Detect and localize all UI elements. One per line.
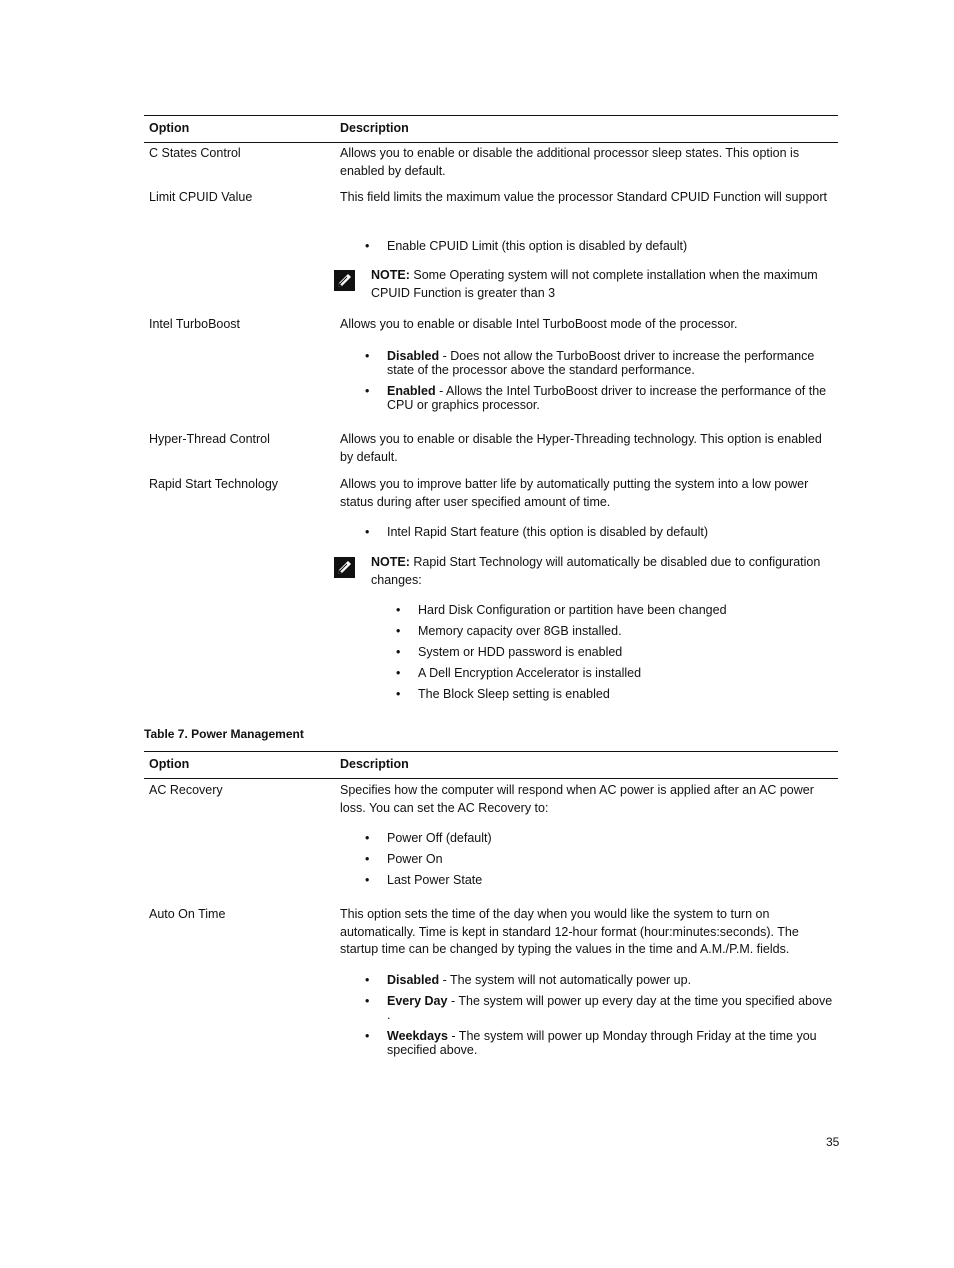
list-item: • Disabled - The system will not automatically power up. (365, 973, 692, 987)
bullet-icon: • (365, 852, 370, 866)
bullet-icon: • (396, 687, 401, 701)
list-item: • Power Off (default) (365, 831, 492, 845)
list-item: • System or HDD password is enabled (396, 645, 623, 659)
option-limit-cpuid: Limit CPUID Value (149, 190, 253, 204)
header-description: Description (340, 757, 409, 771)
desc-hyper-thread-control: Allows you to enable or disable the Hyper-Threading technology. This option is enabled by default. (340, 432, 822, 464)
list-item: • Weekdays - The system will power up Monday through Friday at the time you specified above. (365, 1029, 817, 1057)
note-label: NOTE: (371, 555, 410, 569)
bullet-icon: • (365, 525, 370, 539)
bullet-icon: • (396, 603, 401, 617)
bullet-icon: • (396, 666, 401, 680)
note-text: NOTE: Rapid Start Technology will automatically be disabled due to configuration changes: (371, 555, 821, 587)
bullet-icon: • (365, 384, 370, 398)
bullet-icon: • (365, 349, 370, 363)
list-item: • Hard Disk Configuration or partition have been changed (396, 603, 727, 617)
bullet-icon: • (365, 873, 370, 887)
list-item: • Power On (365, 852, 443, 866)
list-item: • Intel Rapid Start feature (this option is disabled by default) (365, 525, 709, 539)
header-option: Option (149, 121, 190, 135)
bullet-icon: • (396, 645, 401, 659)
list-item: • Memory capacity over 8GB installed. (396, 624, 622, 638)
list-item: • Enabled - Allows the Intel TurboBoost driver to increase the performance of the CPU or graphics processor. (365, 384, 827, 412)
list-item: • Disabled - Does not allow the TurboBoost driver to increase the performance state of the processor above the standard performance. (365, 349, 815, 377)
note-text: NOTE: Some Operating system will not complete installation when the maximum CPUID Function is greater than 3 (371, 268, 818, 300)
option-rapid-start: Rapid Start Technology (149, 477, 279, 491)
note-label: NOTE: (371, 268, 410, 282)
bullet-icon: • (365, 994, 370, 1008)
bullet-icon: • (396, 624, 401, 638)
desc-auto-on-time: This option sets the time of the day when you would like the system to turn on automatically. Time is kept in standard 12-hour format (hour:minutes:seconds). The startup time can be changed by typing the values in the time and A.M./P.M. fields. (340, 907, 799, 956)
option-intel-turboboost: Intel TurboBoost (149, 317, 241, 331)
note-pencil-icon (334, 270, 355, 291)
list-item: • Every Day - The system will power up every day at the time you specified above . (365, 994, 833, 1022)
desc-rapid-start: Allows you to improve batter life by automatically putting the system into a low power status during after user specified amount of time. (340, 477, 809, 509)
table-header (144, 115, 838, 143)
page-number: 35 (826, 1135, 840, 1149)
note-pencil-icon (334, 557, 355, 578)
desc-c-states-control: Allows you to enable or disable the additional processor sleep states. This option is enabled by default. (340, 146, 800, 178)
header-option: Option (149, 757, 190, 771)
option-c-states-control: C States Control (149, 146, 241, 160)
bullet-icon: • (365, 239, 370, 253)
bullet-icon: • (365, 831, 370, 845)
list-item: • A Dell Encryption Accelerator is installed (396, 666, 642, 680)
header-description: Description (340, 121, 409, 135)
bullet-icon: • (365, 1029, 370, 1043)
list-item: • Last Power State (365, 873, 483, 887)
list-item: • Enable CPUID Limit (this option is disabled by default) (365, 239, 688, 253)
option-auto-on-time: Auto On Time (149, 907, 226, 921)
desc-intel-turboboost: Allows you to enable or disable Intel TurboBoost mode of the processor. (340, 317, 738, 331)
list-item: • The Block Sleep setting is enabled (396, 687, 610, 701)
table-caption: Table 7. Power Management (144, 727, 304, 741)
option-ac-recovery: AC Recovery (149, 783, 223, 797)
option-hyper-thread-control: Hyper-Thread Control (149, 432, 270, 446)
desc-limit-cpuid: This field limits the maximum value the processor Standard CPUID Function will support (340, 190, 827, 204)
bullet-icon: • (365, 973, 370, 987)
desc-ac-recovery: Specifies how the computer will respond when AC power is applied after an AC power loss. You can set the AC Recovery to: (340, 783, 814, 815)
table-header (144, 751, 838, 779)
